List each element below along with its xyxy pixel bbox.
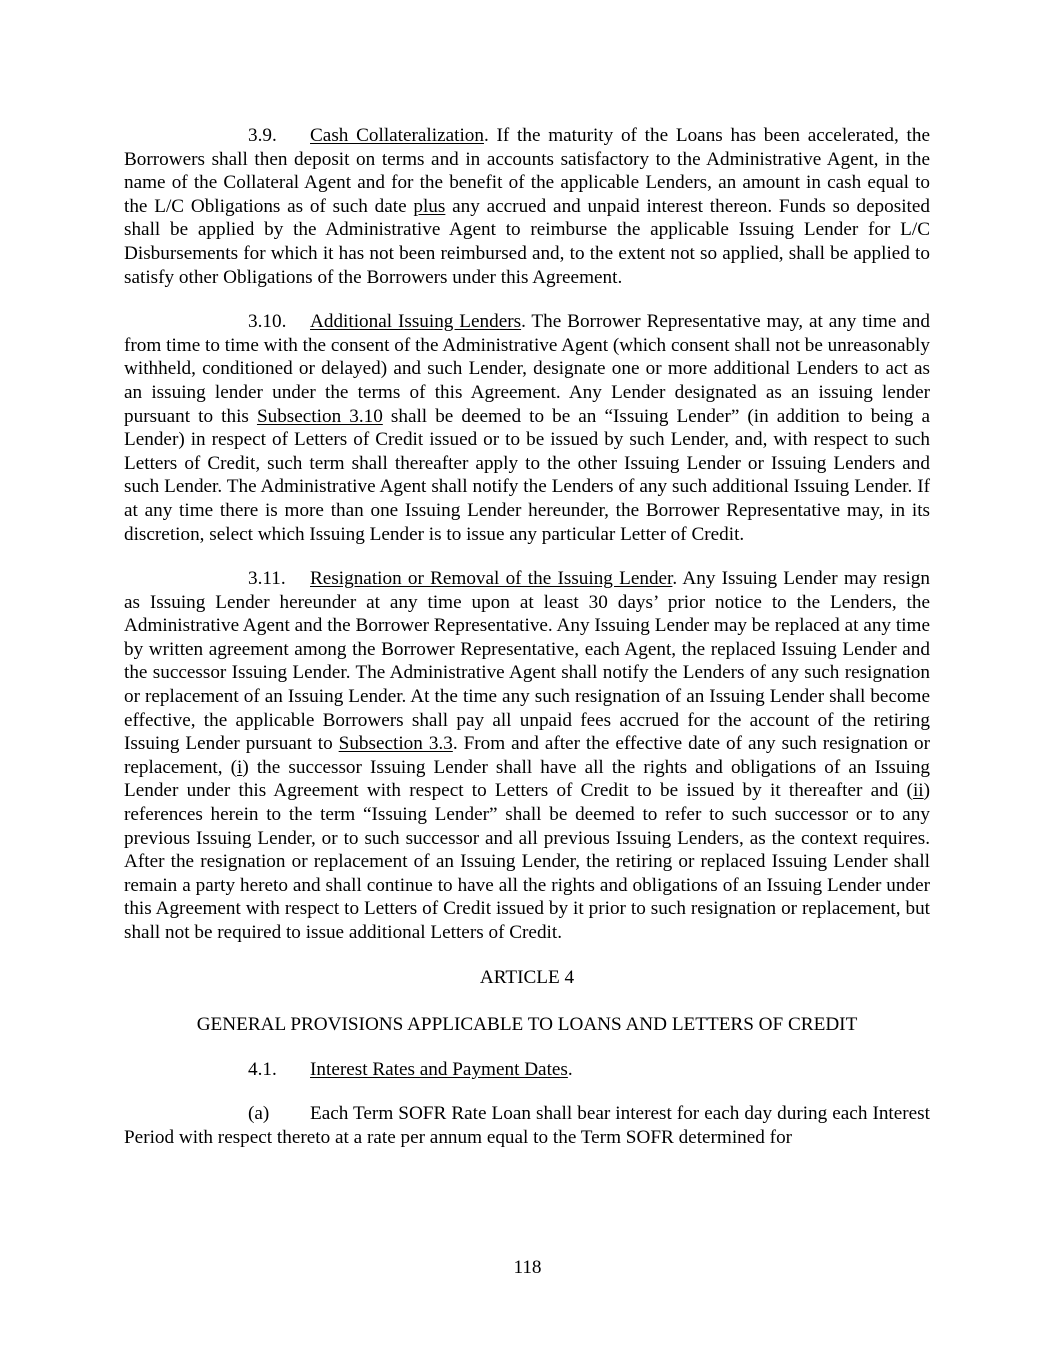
section-number: 3.10. bbox=[248, 311, 287, 333]
section-number: 3.11. bbox=[248, 568, 286, 590]
section-text: any accrued and unpaid interest thereon. Funds so deposited shall be applied by the Administrative Agent to reimburse the applicable Issuing Lender for L/C Disbursements for which it has not been reimbursed and, to the extent not so applied, shall be applied to satisfy other Obligations of the Borrowers under this Agreement. bbox=[124, 195, 930, 288]
paragraph-text: Each Term SOFR Rate Loan shall bear interest for each day during each Interest Period with respect thereto at a rate per annum equal to the Term SOFR determined for bbox=[124, 1103, 930, 1148]
section-3-9 bbox=[124, 124, 930, 289]
paragraph-a bbox=[124, 1102, 930, 1149]
emphasis-term: plus bbox=[413, 195, 446, 217]
paragraph-label: (a) bbox=[248, 1103, 270, 1125]
section-title: Resignation or Removal of the Issuing Lender bbox=[310, 568, 673, 590]
section-title: Interest Rates and Payment Dates bbox=[310, 1058, 568, 1080]
section-number: 3.9. bbox=[248, 125, 277, 146]
section-text: shall be deemed to be an “Issuing Lender” (in addition to being a Lender) in respect of Letters of Credit issued or to be issued by such Lender, and, with respect to such Letters of Credit, such term shall thereafter apply to the other Issuing Lender or Issuing Lenders and such Lender. The Administrative Agent shall notify the Lenders of any such additional Issuing Lender. If at any time there is more than one Issuing Lender hereunder, the Borrower Representative may, in its discretion, select which Issuing Lender is to issue any particular Letter of Credit. bbox=[124, 405, 930, 545]
section-text: ) the successor Issuing Lender shall have all the rights and obligations of an Issuing Lender under this Agreement with respect to Letters of Credit to be issued by it thereafter and ( bbox=[124, 756, 931, 802]
cross-reference: Subsection 3.3 bbox=[338, 733, 453, 755]
section-text: ) references herein to the term “Issuing Lender” shall be deemed to refer to such successor or to any previous Issuing Lender, or to such successor and all previous Issuing Lenders, as the context requires. After the resignation or replacement of an Issuing Lender, the retiring or replaced Issuing Lender shall remain a party hereto and shall continue to have all the rights and obligations of an Issuing Lender under this Agreement with respect to Letters of Credit issued by it prior to such resignation or replacement, but shall not be required to issue additional Letters of Credit. bbox=[124, 780, 930, 943]
section-3-11 bbox=[124, 567, 930, 945]
section-number: 4.1. bbox=[248, 1058, 277, 1080]
section-4-1 bbox=[124, 1058, 930, 1082]
article-label: ARTICLE 4 bbox=[479, 966, 575, 988]
cross-reference: Subsection 3.10 bbox=[256, 405, 383, 427]
section-text: . If the maturity of the Loans has been accelerated, the Borrowers shall then deposit on terms and in accounts satisfactory to the Administrative Agent, in the name of the Collateral Agent and for the benefit of the applicable Lenders, an amount in cash equal to the L/C Obligations as of such date bbox=[124, 125, 930, 217]
section-title: Additional Issuing Lenders bbox=[310, 311, 522, 333]
section-title-period: . bbox=[567, 1058, 573, 1080]
section-text: . Any Issuing Lender may resign as Issuing Lender hereunder at any time upon at least 30 days’ prior notice to the Lenders, the Administrative Agent and the Borrower Representative. Any Issuing Lender may be replaced at any time by written agreement among the Borrower Representative, each Agent, the replaced Issuing Lender and the successor Issuing Lender. The Administrative Agent shall notify the Lenders of any such resignation or replacement of an Issuing Lender. At the time any such resignation of an Issuing Lender shall become effective, the applicable Borrowers shall pay all unpaid fees accrued for the account of the retiring Issuing Lender pursuant to bbox=[124, 568, 930, 755]
section-title: Cash Collateralization bbox=[310, 125, 484, 146]
section-text: . The Borrower Representative may, at any time and from time to time with the consent of the Administrative Agent (which consent shall not be unreasonably withheld, conditioned or delayed) and such Lender, designate one or more additional Lenders to act as an issuing lender under the terms of this Agreement. Any Lender designated as an issuing lender pursuant to this bbox=[124, 311, 930, 427]
clause-marker: i bbox=[237, 756, 243, 778]
article-title: GENERAL PROVISIONS APPLICABLE TO LOANS AND LETTERS OF CREDIT bbox=[196, 1014, 858, 1036]
section-3-10 bbox=[124, 310, 930, 546]
page-content bbox=[124, 124, 930, 1150]
page-number: 118 bbox=[513, 1257, 542, 1278]
clause-marker: ii bbox=[912, 780, 924, 802]
section-text: . From and after the effective date of any such resignation or replacement, ( bbox=[124, 733, 930, 778]
